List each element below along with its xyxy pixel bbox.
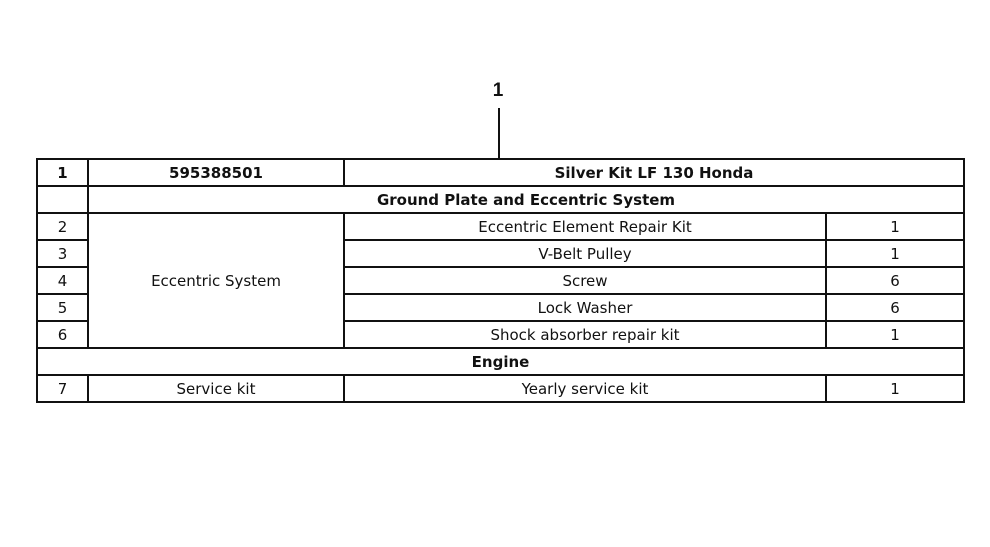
item-number-cell: 4 [37,267,88,294]
item-number-cell: 7 [37,375,88,402]
quantity-cell: 1 [826,321,964,348]
quantity-cell: 6 [826,294,964,321]
section-title-ground-plate: Ground Plate and Eccentric System [88,186,964,213]
table-row-section-engine [37,348,964,375]
quantity-cell: 6 [826,267,964,294]
description-cell: Yearly service kit [344,375,826,402]
table-row [37,375,964,402]
group-name-cell: Service kit [88,375,344,402]
item-number-cell: 6 [37,321,88,348]
table-row [37,213,964,240]
quantity-cell: 1 [826,375,964,402]
item-number-cell: 5 [37,294,88,321]
table-row-section-ground [37,186,964,213]
description-cell: V-Belt Pulley [344,240,826,267]
item-number-cell: 1 [37,159,88,186]
description-cell: Lock Washer [344,294,826,321]
quantity-cell: 1 [826,213,964,240]
table-row-kit-header [37,159,964,186]
callout-leader-line [498,108,500,158]
section-title-engine: Engine [37,348,964,375]
empty-cell [37,186,88,213]
quantity-cell: 1 [826,240,964,267]
group-name-eccentric-system: Eccentric System [88,213,344,348]
item-number-cell: 2 [37,213,88,240]
description-cell: Shock absorber repair kit [344,321,826,348]
part-number-cell: 595388501 [88,159,344,186]
description-cell: Eccentric Element Repair Kit [344,213,826,240]
callout-label: 1 [492,80,504,101]
description-cell: Screw [344,267,826,294]
parts-table [36,158,965,403]
item-number-cell: 3 [37,240,88,267]
kit-description-cell: Silver Kit LF 130 Honda [344,159,964,186]
